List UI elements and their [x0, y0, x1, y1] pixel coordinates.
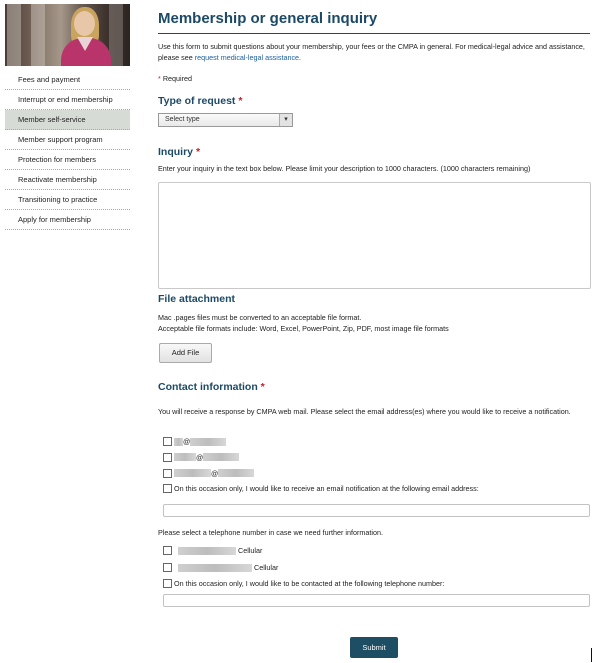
phone-option[interactable]	[163, 559, 595, 576]
contact-heading-text: Contact information	[158, 381, 258, 393]
email-intro: You will receive a response by CMPA web mail. Please select the email address(es) where you would like to receive a notification.	[158, 407, 571, 416]
contact-section	[158, 381, 590, 417]
sidebar-item-protection[interactable]: Protection for members	[5, 150, 130, 170]
request-type-heading-text: Type of request	[158, 95, 236, 107]
phone-type: Cellular	[238, 546, 263, 555]
inquiry-heading-text: Inquiry	[158, 146, 194, 158]
redacted-text	[174, 438, 183, 446]
redacted-text	[190, 438, 226, 446]
inquiry-heading	[158, 146, 530, 158]
redacted-text	[218, 469, 254, 477]
email-at: @	[196, 452, 204, 462]
email-other-input[interactable]	[163, 504, 590, 517]
phone-intro: Please select a telephone number in case we need further information.	[158, 528, 383, 537]
email-other-checkbox[interactable]	[163, 484, 172, 493]
phone-other-input[interactable]	[163, 594, 590, 607]
inquiry-section	[158, 146, 530, 174]
required-note	[158, 73, 590, 84]
request-type-heading	[158, 95, 293, 107]
intro-body: Use this form to submit questions about your membership, your fees or the CMPA in general. For medical-legal advice and assistance, please see	[158, 42, 585, 62]
phone-other-checkbox[interactable]	[163, 579, 172, 588]
phone-options	[163, 542, 595, 591]
request-type-select[interactable]	[158, 113, 293, 127]
email-checkbox[interactable]	[163, 437, 172, 446]
phone-checkbox[interactable]	[163, 546, 172, 555]
intro-text	[158, 41, 590, 63]
request-type-value: Select type	[165, 116, 200, 123]
contact-required: *	[260, 381, 265, 393]
member-photo	[5, 4, 130, 66]
email-options	[163, 434, 595, 496]
email-option-other[interactable]	[163, 481, 595, 496]
redacted-text	[178, 547, 236, 555]
email-option[interactable]	[163, 434, 595, 449]
add-file-button[interactable]: Add File	[159, 343, 212, 363]
email-checkbox[interactable]	[163, 469, 172, 478]
text-cursor	[591, 648, 592, 662]
phone-checkbox[interactable]	[163, 563, 172, 572]
sidebar-item-support-program[interactable]: Member support program	[5, 130, 130, 150]
attachment-line1: Mac .pages files must be converted to an acceptable file format.	[158, 313, 362, 322]
sidebar-nav	[5, 70, 130, 230]
inquiry-textarea[interactable]	[158, 182, 591, 289]
submit-button[interactable]: Submit	[350, 637, 398, 658]
required-star: *	[158, 74, 161, 83]
required-label: Required	[162, 74, 192, 83]
phone-other-label: On this occasion only, I would like to be contacted at the following telephone number:	[174, 579, 445, 588]
sidebar-item-transitioning[interactable]: Transitioning to practice	[5, 190, 130, 210]
page-title: Membership or general inquiry	[158, 10, 590, 34]
email-at: @	[211, 468, 219, 478]
redacted-text	[174, 453, 196, 461]
redacted-text	[203, 453, 239, 461]
sidebar-item-fees[interactable]: Fees and payment	[5, 70, 130, 90]
chevron-down-icon: ▾	[279, 114, 292, 126]
sidebar-item-reactivate[interactable]: Reactivate membership	[5, 170, 130, 190]
contact-heading	[158, 381, 590, 393]
phone-type: Cellular	[254, 563, 279, 572]
email-option[interactable]	[163, 465, 595, 481]
attachment-line2: Acceptable file formats include: Word, Excel, PowerPoint, Zip, PDF, most image file formats	[158, 324, 449, 333]
sidebar-item-interrupt[interactable]: Interrupt or end membership	[5, 90, 130, 110]
medical-legal-link[interactable]: request medical-legal assistance	[194, 53, 300, 62]
request-type-section	[158, 95, 293, 127]
attachment-heading: File attachment	[158, 293, 236, 305]
email-at: @	[183, 437, 191, 446]
email-checkbox[interactable]	[163, 453, 172, 462]
sidebar-item-self-service[interactable]: Member self-service	[5, 110, 130, 130]
redacted-text	[174, 469, 211, 477]
inquiry-help: Enter your inquiry in the text box below. Please limit your description to 1000 characters. (1000 characters remaining)	[158, 164, 531, 173]
main-content	[158, 0, 590, 84]
email-other-label: On this occasion only, I would like to receive an email notification at the following email address:	[174, 484, 479, 493]
sidebar-item-apply[interactable]: Apply for membership	[5, 210, 130, 230]
email-option[interactable]	[163, 449, 595, 465]
phone-option-other[interactable]	[163, 576, 595, 591]
sidebar	[5, 4, 130, 230]
request-type-required: *	[238, 95, 243, 107]
phone-option[interactable]	[163, 542, 595, 559]
intro-end: .	[299, 53, 302, 62]
inquiry-required: *	[195, 146, 201, 158]
attachment-section	[158, 293, 449, 334]
redacted-text	[178, 564, 252, 572]
